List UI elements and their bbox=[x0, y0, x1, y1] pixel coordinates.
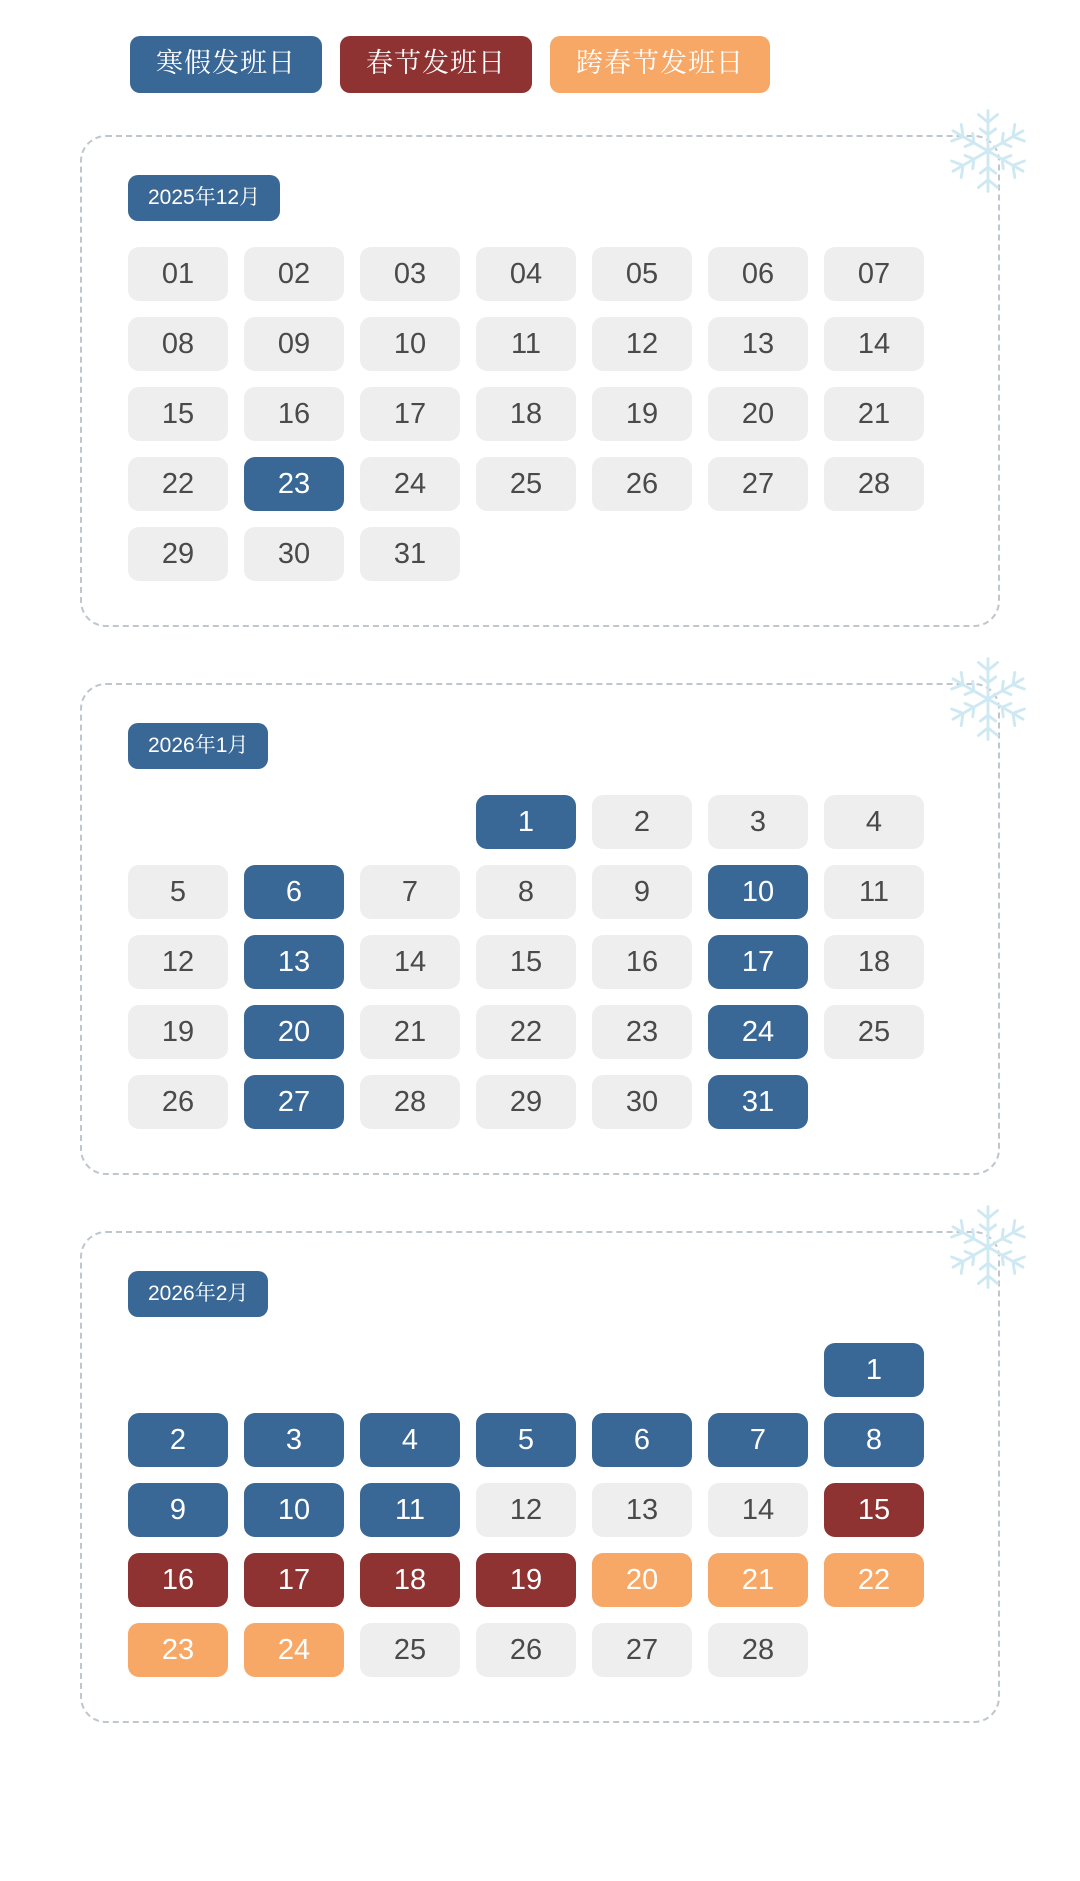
day-cell[interactable]: 03 bbox=[360, 247, 460, 301]
snowflake-icon bbox=[940, 1199, 1036, 1295]
day-cell-empty bbox=[244, 795, 344, 849]
day-cell[interactable]: 28 bbox=[824, 457, 924, 511]
day-cell[interactable]: 27 bbox=[592, 1623, 692, 1677]
day-grid bbox=[82, 769, 998, 1173]
day-cell[interactable]: 15 bbox=[824, 1483, 924, 1537]
day-cell[interactable]: 14 bbox=[360, 935, 460, 989]
day-cell-empty bbox=[360, 795, 460, 849]
day-cell-empty bbox=[244, 1343, 344, 1397]
day-cell[interactable]: 18 bbox=[476, 387, 576, 441]
day-cell-empty bbox=[360, 1343, 460, 1397]
day-cell[interactable]: 19 bbox=[128, 1005, 228, 1059]
day-cell[interactable]: 25 bbox=[476, 457, 576, 511]
day-cell[interactable]: 05 bbox=[592, 247, 692, 301]
day-cell[interactable]: 26 bbox=[128, 1075, 228, 1129]
calendar-list bbox=[0, 135, 1080, 1723]
day-cell[interactable]: 23 bbox=[592, 1005, 692, 1059]
day-cell[interactable]: 18 bbox=[360, 1553, 460, 1607]
day-cell[interactable]: 11 bbox=[824, 865, 924, 919]
day-cell[interactable]: 09 bbox=[244, 317, 344, 371]
day-cell-empty bbox=[128, 1343, 228, 1397]
day-cell[interactable]: 16 bbox=[128, 1553, 228, 1607]
day-cell[interactable]: 30 bbox=[244, 527, 344, 581]
day-cell[interactable]: 2 bbox=[592, 795, 692, 849]
month-title: 2025年12月 bbox=[128, 175, 280, 221]
day-cell[interactable]: 14 bbox=[708, 1483, 808, 1537]
day-cell[interactable]: 12 bbox=[476, 1483, 576, 1537]
day-cell[interactable]: 24 bbox=[360, 457, 460, 511]
day-cell[interactable]: 14 bbox=[824, 317, 924, 371]
day-cell[interactable]: 3 bbox=[708, 795, 808, 849]
day-cell[interactable]: 22 bbox=[476, 1005, 576, 1059]
day-cell[interactable]: 01 bbox=[128, 247, 228, 301]
day-cell[interactable]: 1 bbox=[476, 795, 576, 849]
day-cell[interactable]: 23 bbox=[128, 1623, 228, 1677]
day-cell[interactable]: 29 bbox=[476, 1075, 576, 1129]
day-cell-empty bbox=[708, 1343, 808, 1397]
day-grid bbox=[82, 1317, 998, 1721]
day-cell[interactable]: 27 bbox=[244, 1075, 344, 1129]
day-cell[interactable]: 2 bbox=[128, 1413, 228, 1467]
day-cell[interactable]: 8 bbox=[824, 1413, 924, 1467]
day-cell[interactable]: 5 bbox=[128, 865, 228, 919]
day-cell[interactable]: 4 bbox=[360, 1413, 460, 1467]
day-cell[interactable]: 10 bbox=[244, 1483, 344, 1537]
day-cell[interactable]: 24 bbox=[708, 1005, 808, 1059]
day-cell[interactable]: 13 bbox=[592, 1483, 692, 1537]
day-cell[interactable]: 20 bbox=[708, 387, 808, 441]
day-cell[interactable]: 23 bbox=[244, 457, 344, 511]
day-cell[interactable]: 9 bbox=[128, 1483, 228, 1537]
day-cell[interactable]: 28 bbox=[708, 1623, 808, 1677]
day-cell[interactable]: 6 bbox=[592, 1413, 692, 1467]
month-title: 2026年2月 bbox=[128, 1271, 268, 1317]
day-cell[interactable]: 10 bbox=[360, 317, 460, 371]
day-cell[interactable]: 07 bbox=[824, 247, 924, 301]
day-cell[interactable]: 25 bbox=[824, 1005, 924, 1059]
day-cell[interactable]: 16 bbox=[592, 935, 692, 989]
day-cell[interactable]: 20 bbox=[244, 1005, 344, 1059]
legend bbox=[0, 0, 1080, 93]
day-cell[interactable]: 17 bbox=[244, 1553, 344, 1607]
day-cell[interactable]: 3 bbox=[244, 1413, 344, 1467]
day-cell[interactable]: 5 bbox=[476, 1413, 576, 1467]
day-cell[interactable]: 28 bbox=[360, 1075, 460, 1129]
day-cell[interactable]: 15 bbox=[476, 935, 576, 989]
day-cell-empty bbox=[592, 1343, 692, 1397]
day-cell-empty bbox=[128, 795, 228, 849]
day-cell[interactable]: 19 bbox=[476, 1553, 576, 1607]
month-card bbox=[80, 683, 1000, 1175]
day-cell[interactable]: 9 bbox=[592, 865, 692, 919]
day-cell[interactable]: 6 bbox=[244, 865, 344, 919]
day-cell[interactable]: 20 bbox=[592, 1553, 692, 1607]
snowflake-icon bbox=[940, 651, 1036, 747]
day-cell[interactable]: 08 bbox=[128, 317, 228, 371]
day-cell[interactable]: 17 bbox=[708, 935, 808, 989]
day-cell[interactable]: 16 bbox=[244, 387, 344, 441]
day-cell[interactable]: 17 bbox=[360, 387, 460, 441]
day-cell[interactable]: 18 bbox=[824, 935, 924, 989]
legend-chip-cross: 跨春节发班日 bbox=[550, 36, 770, 93]
day-cell[interactable]: 31 bbox=[708, 1075, 808, 1129]
day-cell[interactable]: 25 bbox=[360, 1623, 460, 1677]
legend-chip-winter: 寒假发班日 bbox=[130, 36, 322, 93]
month-title: 2026年1月 bbox=[128, 723, 268, 769]
day-cell[interactable]: 11 bbox=[476, 317, 576, 371]
day-cell[interactable]: 10 bbox=[708, 865, 808, 919]
day-cell[interactable]: 12 bbox=[592, 317, 692, 371]
day-cell[interactable]: 8 bbox=[476, 865, 576, 919]
day-grid bbox=[82, 221, 998, 625]
day-cell-empty bbox=[476, 1343, 576, 1397]
day-cell[interactable]: 1 bbox=[824, 1343, 924, 1397]
legend-chip-spring: 春节发班日 bbox=[340, 36, 532, 93]
day-cell[interactable]: 13 bbox=[244, 935, 344, 989]
month-card bbox=[80, 135, 1000, 627]
day-cell[interactable]: 26 bbox=[592, 457, 692, 511]
day-cell[interactable]: 22 bbox=[824, 1553, 924, 1607]
day-cell[interactable]: 19 bbox=[592, 387, 692, 441]
day-cell[interactable]: 7 bbox=[708, 1413, 808, 1467]
day-cell[interactable]: 12 bbox=[128, 935, 228, 989]
snowflake-icon bbox=[940, 103, 1036, 199]
day-cell[interactable]: 31 bbox=[360, 527, 460, 581]
day-cell[interactable]: 21 bbox=[708, 1553, 808, 1607]
day-cell[interactable]: 4 bbox=[824, 795, 924, 849]
day-cell[interactable]: 26 bbox=[476, 1623, 576, 1677]
day-cell[interactable]: 15 bbox=[128, 387, 228, 441]
day-cell[interactable]: 22 bbox=[128, 457, 228, 511]
day-cell[interactable]: 7 bbox=[360, 865, 460, 919]
day-cell[interactable]: 27 bbox=[708, 457, 808, 511]
day-cell[interactable]: 02 bbox=[244, 247, 344, 301]
day-cell[interactable]: 04 bbox=[476, 247, 576, 301]
day-cell[interactable]: 21 bbox=[360, 1005, 460, 1059]
day-cell[interactable]: 29 bbox=[128, 527, 228, 581]
day-cell[interactable]: 30 bbox=[592, 1075, 692, 1129]
month-card bbox=[80, 1231, 1000, 1723]
day-cell[interactable]: 11 bbox=[360, 1483, 460, 1537]
day-cell[interactable]: 13 bbox=[708, 317, 808, 371]
day-cell[interactable]: 24 bbox=[244, 1623, 344, 1677]
day-cell[interactable]: 21 bbox=[824, 387, 924, 441]
day-cell[interactable]: 06 bbox=[708, 247, 808, 301]
